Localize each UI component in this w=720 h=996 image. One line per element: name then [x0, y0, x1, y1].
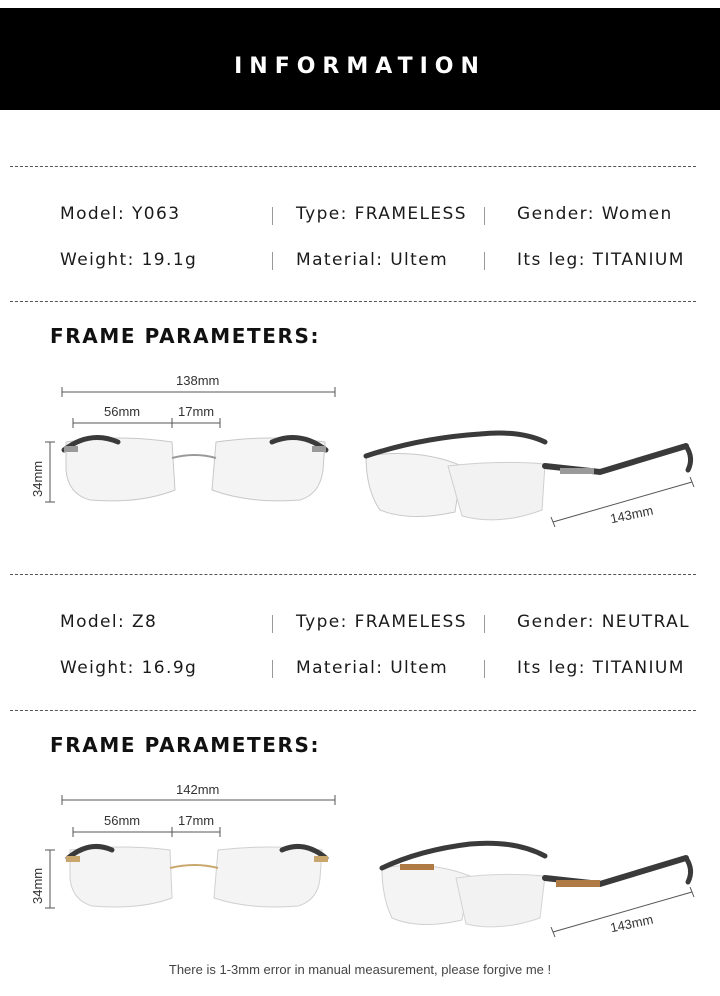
- spec-gender: Gender: NEUTRAL: [517, 612, 690, 632]
- measurement-note: There is 1-3mm error in manual measurement, please forgive me !: [168, 962, 552, 977]
- total-width-label: 138mm: [176, 373, 220, 388]
- spec-type: Type: FRAMELESS: [296, 204, 467, 224]
- spec-weight: Weight: 19.1g: [60, 250, 198, 270]
- divider: [10, 166, 696, 167]
- spec-separator: [272, 252, 273, 270]
- temple-length-label: 143mm: [608, 911, 655, 936]
- spec-material: Material: Ultem: [296, 250, 449, 270]
- total-width-label: 142mm: [176, 782, 220, 797]
- spec-separator: [272, 207, 273, 225]
- lens-width-label: 56mm: [104, 813, 141, 828]
- frame-parameters-title: FRAME PARAMETERS:: [50, 733, 321, 757]
- spec-material: Material: Ultem: [296, 658, 449, 678]
- lens-width-label: 56mm: [104, 404, 141, 419]
- spec-separator: [484, 252, 485, 270]
- spec-separator: [484, 660, 485, 678]
- spec-model: Model: Z8: [60, 612, 158, 632]
- lens-height-label: 34mm: [30, 460, 45, 497]
- divider: [10, 574, 696, 575]
- information-banner: [0, 8, 720, 110]
- banner-title: INFORMATION: [234, 54, 486, 79]
- spec-separator: [272, 660, 273, 678]
- spec-leg: Its leg: TITANIUM: [517, 250, 685, 270]
- temple-length-label: 143mm: [608, 502, 655, 527]
- divider: [10, 301, 696, 302]
- bridge-width-label: 17mm: [178, 813, 215, 828]
- spec-weight: Weight: 16.9g: [60, 658, 198, 678]
- frame-parameters-title: FRAME PARAMETERS:: [50, 324, 321, 348]
- bridge-width-label: 17mm: [178, 404, 215, 419]
- spec-gender: Gender: Women: [517, 204, 673, 224]
- spec-separator: [272, 615, 273, 633]
- spec-leg: Its leg: TITANIUM: [517, 658, 685, 678]
- spec-separator: [484, 615, 485, 633]
- spec-separator: [484, 207, 485, 225]
- divider: [10, 710, 696, 711]
- spec-model: Model: Y063: [60, 204, 181, 224]
- spec-type: Type: FRAMELESS: [296, 612, 467, 632]
- lens-height-label: 34mm: [30, 867, 45, 904]
